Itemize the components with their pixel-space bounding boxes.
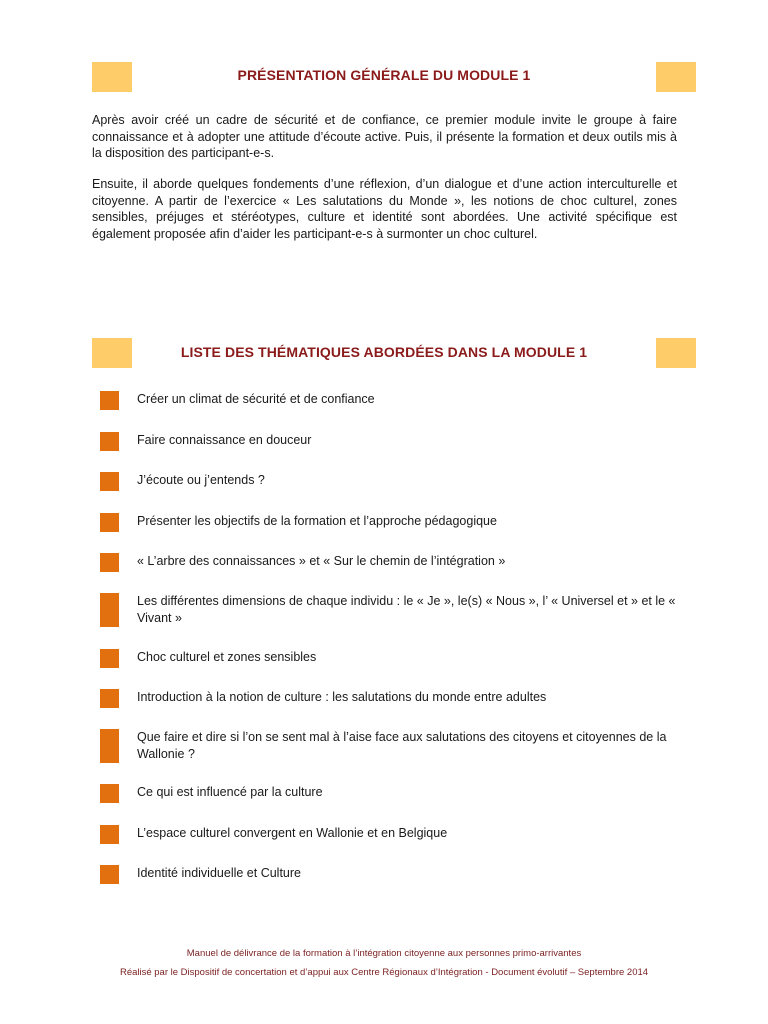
list-item-text: Présenter les objectifs de la formation et l’approche pédagogique [137,514,497,528]
heading-decoration-right [656,338,696,368]
list-item-text: Les différentes dimensions de chaque individu : le « Je », le(s) « Nous », l’ « Universel et » et le « Vivant » [137,594,676,625]
intro-paragraph: Après avoir créé un cadre de sécurité et de confiance, ce premier module invite le groupe à faire connaissance et à adopter une attitude d’écoute active. Puis, il présente la formation et deux outils mis à la disposition des participant-e-s. [92,113,677,160]
heading-decoration-right [656,62,696,92]
square-bullet-icon [100,513,119,532]
footer-line-credits: Réalisé par le Dispositif de concertation et d’appui aux Centre Régionaux d’Intégration - Document évolutif – Septembre 2014 [119,967,649,978]
square-bullet-icon [100,391,119,410]
heading-decoration-left [92,62,132,92]
square-bullet-icon [100,689,119,708]
list-item-text: L’espace culturel convergent en Wallonie et en Belgique [137,826,448,840]
list-item-text: Créer un climat de sécurité et de confiance [137,392,375,406]
square-bullet-icon [100,472,119,491]
square-bullet-icon [100,649,119,668]
square-bullet-icon [100,865,119,884]
section-title-themes: LISTE DES THÉMATIQUES ABORDÉES DANS LA MODULE 1 [180,344,588,360]
list-item-text: Faire connaissance en douceur [137,433,312,447]
detail-paragraph: Ensuite, il aborde quelques fondements d’une réflexion, d’un dialogue et d’une action interculturelle et citoyenne. A partir de l’exercice « Les salutations du Monde », les notions de choc culturel, zones sensibles, préjuges et stéréotypes, culture et identité sont abordées. Une activité spécifique est également proposée afin d’aider les participant-e-s à surmonter un choc culturel. [92,177,677,241]
square-bullet-icon [100,784,119,803]
square-bullet-icon [100,553,119,572]
list-item-text: J’écoute ou j’entends ? [137,473,265,487]
list-item-text: Que faire et dire si l’on se sent mal à l’aise face aux salutations des citoyens et citoyennes de la Wallonie ? [137,730,667,761]
footer-line-manual: Manuel de délivrance de la formation à l’intégration citoyenne aux personnes primo-arrivantes [186,948,582,959]
list-item-text: Introduction à la notion de culture : les salutations du monde entre adultes [137,690,547,704]
list-item-text: Identité individuelle et Culture [137,866,301,880]
list-item-text: Ce qui est influencé par la culture [137,785,323,799]
square-bullet-icon [100,729,119,763]
square-bullet-icon [100,432,119,451]
section-title-presentation: PRÉSENTATION GÉNÉRALE DU MODULE 1 [237,67,531,83]
square-bullet-icon [100,593,119,627]
list-item-text: « L’arbre des connaissances » et « Sur le chemin de l’intégration » [137,554,506,568]
square-bullet-icon [100,825,119,844]
heading-decoration-left [92,338,132,368]
list-item-text: Choc culturel et zones sensibles [137,650,317,664]
